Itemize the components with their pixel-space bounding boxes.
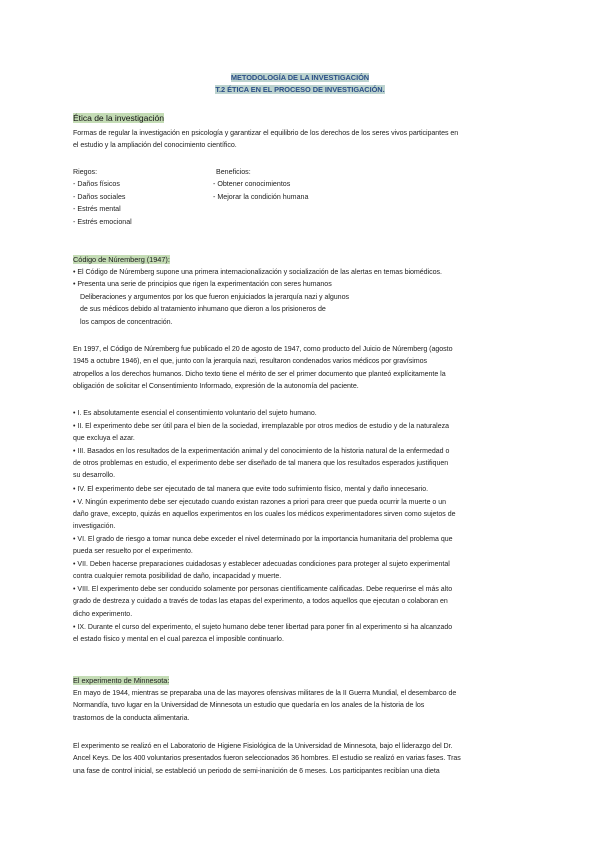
principle-item: • II. El experimento debe ser útil para el bien de la sociedad, irremplazable por otros medios de estudio y de la naturaleza que excluya el azar. bbox=[73, 423, 449, 443]
principle-item: • IX. Durante el curso del experimento, el sujeto humano debe tener libertad para poner fin al experimento si ha alcanzado el estado físico y mental en el cual parezca el imposible continuarlo. bbox=[73, 623, 453, 643]
nuremberg-bullets: • El Código de Núremberg supone una primera internacionalización y socialización de las alertas en temas biomédicos. • Presenta una serie de principios que rigen la experimentación con seres humanos Deliberaciones y argumentos por los que fueron enjuiciados la jerarquía nazi y algunos de sus médicos debido al tratamiento inhumano que dieron a los prisioneros de los campos de concentración. bbox=[73, 266, 530, 328]
principle-item: • I. Es absolutamente esencial el consentimiento voluntario del sujeto humano. bbox=[73, 410, 317, 417]
section-heading-minnesota: El experimento de Minnesota: bbox=[73, 676, 170, 685]
section-heading-etica: Ética de la investigación bbox=[73, 113, 164, 123]
minnesota-paragraph-2: El experimento se realizó en el Laboratorio de Higiene Fisiológica de la Universidad de Minnesota, bajo el liderazgo del Dr. Ancel Keys. De los 400 voluntarios presentados fueron seleccionados 36 hombres. El estudio se realizó en varias fases. Tras una fase de control inicial, se estableció un periodo de semi-inanición de 6 meses. Los participantes recibían una dieta bbox=[73, 742, 461, 775]
list-item: - Obtener conocimientos bbox=[213, 180, 291, 189]
benefits-label: Beneficios: bbox=[216, 168, 251, 176]
list-item: - Mejorar la condición humana bbox=[213, 192, 309, 201]
list-item: - Daños sociales bbox=[73, 192, 126, 201]
risks-list bbox=[73, 166, 132, 228]
list-item: - Daños físicos bbox=[73, 180, 120, 189]
title-line-1: METODOLOGÍA DE LA INVESTIGACIÓN bbox=[230, 73, 370, 82]
principle-item: • VI. El grado de riesgo a tomar nunca debe exceder el nivel determinado por la importancia humanitaria del problema que pueda ser resuelto por el experimento. bbox=[73, 535, 453, 556]
principle-item: • V. Ningún experimento debe ser ejecutado cuando existan razones a priori para creer que pueda ocurrir la muerte o un daño grave, excepto, quizás en aquellos experimentos en los cuales los médicos experimentadores sirven como sujetos de investigación. bbox=[73, 498, 456, 530]
principle-item: • VIII. El experimento debe ser conducido solamente por personas científicamente calificadas. Debe requerirse el más alto grado de destreza y cuidado a través de todas las etapas del experimento, a todos aquellos que ejecutan o colaboran en dicho experimento. bbox=[73, 586, 453, 618]
list-item: - Estrés mental bbox=[73, 205, 121, 214]
principle-item: • VII. Deben hacerse preparaciones cuidadosas y establecer adecuadas condiciones para proteger al sujeto experimental contra cualquier remota posibilidad de daño, incapacidad y muerte. bbox=[73, 561, 450, 581]
risks-label: Riegos: bbox=[73, 168, 98, 176]
benefits-list bbox=[213, 166, 308, 203]
list-item: • Presenta una serie de principios que rigen la experimentación con seres humanos bbox=[73, 280, 332, 289]
etica-intro: Formas de regular la investigación en psicología y garantizar el equilibrio de los derechos de los seres vivos participantes en el estudio y la ampliación del conocimiento científico. bbox=[73, 129, 459, 150]
minnesota-paragraph-1: En mayo de 1944, mientras se preparaba una de las mayores ofensivas militares de la II Guerra Mundial, el desembarco de Normandía, tuvo lugar en la Universidad de Minnesota un estudio que quedaría en los anales de la historia de los trastornos de la conducta alimentaria. bbox=[73, 689, 457, 722]
nuremberg-paragraph: En 1997, el Código de Núremberg fue publicado el 20 de agosto de 1947, como producto del Juicio de Núremberg (agosto 1945 a octubre 1946), en el que, junto con la jerarquía nazi, resultaron condenados varios médicos por gravísimos atropellos a los derechos humanos. Dicho texto tiene el mérito de ser el primer documento que planteó explícitamente la obligación de solicitar el Consentimiento Informado, expresión de la autonomía del paciente. bbox=[73, 345, 453, 391]
document-title bbox=[0, 72, 600, 97]
list-item: - Estrés emocional bbox=[73, 217, 132, 226]
title-line-2: T.2 ÉTICA EN EL PROCESO DE INVESTIGACIÓN. bbox=[215, 85, 385, 95]
principle-item: • III. Basados en los resultados de la experimentación animal y del conocimiento de la historia natural de la enfermedad o de otros problemas en estudio, el experimento debe ser diseñado de tal manera que los resultados esperados justifiquen su desarrollo. bbox=[73, 448, 450, 480]
nuremberg-principles bbox=[73, 408, 533, 646]
list-item: • El Código de Núremberg supone una primera internacionalización y socialización de las alertas en temas biomédicos. bbox=[73, 268, 442, 276]
section-heading-nuremberg: Código de Núremberg (1947): bbox=[73, 255, 170, 264]
principle-item: • IV. El experimento debe ser ejecutado de tal manera que evite todo sufrimiento físico, mental y daño innecesario. bbox=[73, 485, 429, 493]
